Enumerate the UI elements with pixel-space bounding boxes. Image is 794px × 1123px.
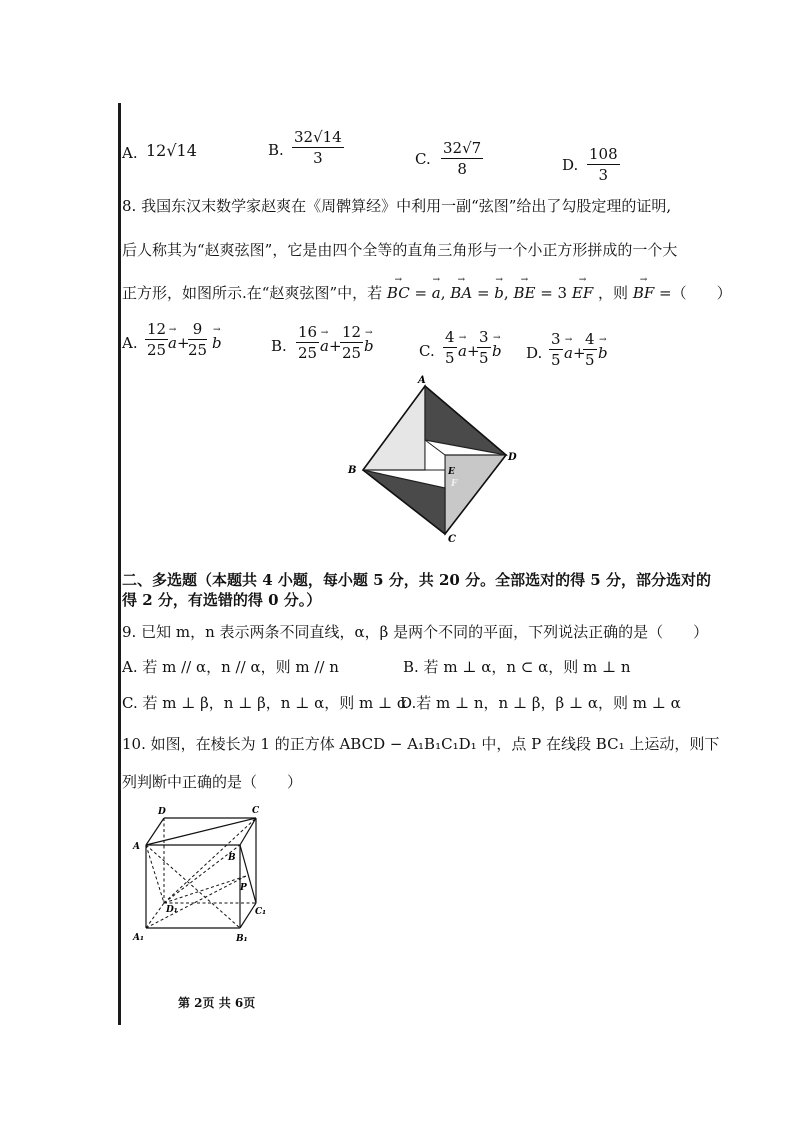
cube-label-d: D: [158, 807, 166, 817]
cube-label-b: B: [228, 853, 236, 863]
cube-label-d1: D₁: [166, 905, 178, 915]
q7-option-d-denominator: 3: [598, 166, 609, 184]
q8-option-a-label: A.: [122, 334, 138, 352]
q8-option-a-term-1: → a+: [168, 336, 190, 351]
label-e: E: [448, 467, 455, 477]
cube-label-c: C: [252, 806, 260, 816]
zhao-shuang-diagram: [340, 370, 530, 545]
q8-option-a-frac-1: [145, 322, 168, 358]
q7-option-c-numerator: 32√7: [443, 139, 482, 157]
left-margin-rule: [118, 103, 121, 1025]
q7-option-d-fraction: [587, 147, 620, 183]
q8-option-d-d1: 5: [551, 351, 561, 369]
q8-stem-line-3: 正方形，如图所示.在“赵爽弦图”中，若 → BC = → a, → BA = → b, → BE = 3 → EF ，则 → BF =（ ）: [122, 286, 732, 301]
q8-option-d-term-1: → a+: [564, 346, 586, 361]
q7-option-b-fraction: [292, 130, 344, 166]
q8-option-b-vec-a: → a: [320, 339, 329, 354]
q9-option-d: D.若 m ⊥ n，n ⊥ β，β ⊥ α，则 m ⊥ α: [400, 694, 681, 712]
q8-option-d-d2: 5: [585, 351, 595, 369]
q8-option-c-d1: 5: [445, 349, 455, 367]
q7-option-c-fraction: [441, 141, 483, 177]
q8-option-d-frac-2: [583, 332, 597, 368]
page-footer: 第 2页 共 6页: [178, 996, 256, 1010]
label-d: D: [508, 452, 517, 463]
vector-ef: → EF: [572, 286, 593, 301]
q8-option-b-term-2: [364, 339, 374, 354]
label-c: C: [448, 534, 456, 545]
cube-label-a1: A₁: [133, 933, 144, 943]
q8-option-a-d1: 25: [147, 341, 167, 359]
q9-option-c: C. 若 m ⊥ β，n ⊥ β，n ⊥ α，则 m ⊥ α: [122, 694, 407, 712]
q8-option-b-frac-1: [296, 325, 319, 361]
q10-stem-line-1: 10. 如图，在棱长为 1 的正方体 ABCD − A₁B₁C₁D₁ 中，点 P 在线段 BC₁ 上运动，则下: [122, 735, 720, 753]
label-b: B: [348, 465, 357, 476]
section-2-line-2: 得 2 分，有选错的得 0 分。）: [122, 591, 322, 609]
q8-option-c-term-1: → a+: [458, 344, 480, 359]
q9-option-a: A. 若 m // α，n // α，则 m // n: [122, 658, 339, 676]
q8-option-a-n1: 12: [147, 320, 167, 338]
q8-option-d-n2: 4: [585, 330, 595, 348]
q8-option-b-d2: 25: [342, 344, 362, 362]
vector-ba: → BA: [450, 286, 472, 301]
q8-option-b-label: B.: [271, 337, 287, 355]
q9-stem: 9. 已知 m，n 表示两条不同直线，α，β 是两个不同的平面，下列说法正确的是（ ）: [122, 623, 709, 641]
q9-option-b: B. 若 m ⊥ α，n ⊂ α，则 m ⊥ n: [403, 658, 631, 676]
q7-option-a-value: 12√14: [146, 141, 197, 160]
vector-b: → b: [494, 286, 504, 301]
cube-diagram: [128, 800, 278, 950]
q7-option-c-denominator: 8: [457, 160, 467, 178]
q8-option-c-frac-1: [443, 330, 457, 366]
q8-option-b-frac-2: [340, 325, 363, 361]
vector-a: → a: [432, 286, 441, 301]
q8-option-a-vec-a: → a: [168, 336, 177, 351]
q8-option-b-d1: 25: [298, 344, 318, 362]
q8-option-c-term-2: [492, 344, 502, 359]
q8-option-c-frac-2: [477, 330, 491, 366]
q7-option-b-denominator: 3: [313, 149, 323, 167]
q8-option-c-vec-a: → a: [458, 344, 467, 359]
q8-option-b-n2: 12: [342, 323, 362, 341]
q8-option-a-d2: 25: [188, 341, 208, 359]
cube-label-c1: C₁: [255, 907, 267, 917]
coef-three: 3: [557, 284, 568, 302]
section-2-line-1: 二、多选题（本题共 4 小题，每小题 5 分，共 20 分。全部选对的得 5 分，部分选对的: [122, 571, 711, 589]
small-square: [425, 440, 445, 470]
vector-bc: → BC: [387, 286, 410, 301]
cube-label-p: P: [240, 883, 247, 893]
q7-option-d-label: D.: [562, 156, 579, 174]
q8-option-c-n2: 3: [479, 328, 489, 346]
q8-option-d-vec-a: → a: [564, 346, 573, 361]
q8-option-b-term-1: → a+: [320, 339, 342, 354]
q8-option-a-n2: 9: [188, 322, 207, 340]
vector-be: → BE: [513, 286, 535, 301]
q8-answer-paren: =（ ）: [659, 284, 732, 302]
q10-stem-line-2: 列判断中正确的是（ ）: [122, 773, 303, 791]
q8-stem-line-3-tail: ，则: [598, 284, 629, 302]
q8-stem-line-1: 8. 我国东汉末数学家赵爽在《周髀算经》中利用一副“弦图”给出了勾股定理的证明,: [122, 197, 672, 215]
q8-option-a-term-2: [212, 336, 222, 351]
q7-option-c-label: C.: [415, 150, 431, 168]
q8-option-a-vec-b: → b: [212, 336, 222, 351]
q7-option-b-label: B.: [268, 141, 284, 159]
q7-option-a-label: A.: [122, 144, 138, 162]
q7-option-b-numerator: 32√14: [294, 128, 342, 146]
q8-option-d-vec-b: → b: [598, 346, 608, 361]
q8-option-d-label: D.: [526, 344, 543, 362]
q8-option-a-frac-2: [188, 322, 207, 358]
q8-option-c-d2: 5: [479, 349, 489, 367]
q8-option-c-n1: 4: [445, 328, 455, 346]
cube-label-b1: B₁: [236, 934, 248, 944]
q8-option-c-vec-b: → b: [492, 344, 502, 359]
cube-label-a: A: [133, 842, 140, 852]
q8-option-d-term-2: [598, 346, 608, 361]
q8-stem-line-2: 后人称其为“赵爽弦图”，它是由四个全等的直角三角形与一个小正方形拼成的一个大: [122, 241, 678, 259]
q8-option-d-frac-1: [549, 332, 563, 368]
vector-bf: → BF: [633, 286, 654, 301]
q8-option-c-label: C.: [419, 342, 435, 360]
q8-option-d-n1: 3: [551, 330, 561, 348]
label-a: A: [418, 375, 426, 386]
q8-option-b-n1: 16: [298, 323, 318, 341]
q8-stem-line-3-text: 正方形，如图所示.在“赵爽弦图”中，若: [122, 284, 383, 302]
q7-option-d-numerator: 108: [589, 145, 618, 163]
q8-option-b-vec-b: → b: [364, 339, 374, 354]
label-f: F: [451, 479, 458, 489]
